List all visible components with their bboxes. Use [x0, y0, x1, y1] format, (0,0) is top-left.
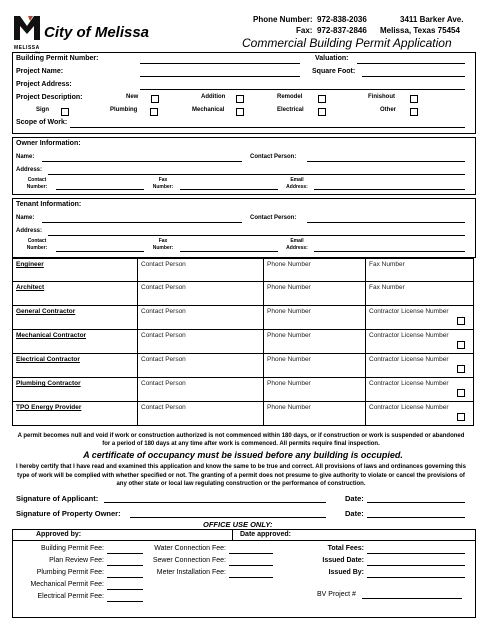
owner-email-label-l2: Address:	[286, 184, 308, 190]
date-approved-label: Date approved:	[240, 531, 291, 538]
contractor-row	[12, 330, 474, 354]
contractor-role-label: Mechanical Contractor	[16, 332, 87, 339]
issuance-label: Issued By:	[328, 569, 364, 576]
type-new-label: New	[126, 94, 139, 100]
applicant-date-label: Date:	[345, 494, 364, 503]
contractor-field-label: Contact Person	[141, 332, 186, 339]
connection-fee-field[interactable]	[229, 553, 273, 554]
owner-contact-number-label	[20, 177, 54, 191]
connection-fee-label: Meter Installation Fee:	[156, 569, 226, 576]
owner-section	[12, 137, 476, 195]
owner-fax-number-label-l1: Fax	[158, 177, 168, 183]
office-use-title: OFFICE USE ONLY:	[203, 520, 273, 529]
scope-of-work-label: Scope of Work:	[16, 119, 68, 126]
contractor-field-cell[interactable]	[138, 258, 264, 282]
permit-fee-field[interactable]	[107, 577, 143, 578]
contractor-field-cell[interactable]	[264, 330, 366, 354]
license-checkbox[interactable]	[457, 365, 465, 373]
owner-date-field[interactable]	[367, 517, 465, 518]
owner-name-label: Name:	[16, 154, 35, 160]
tenant-section	[12, 198, 476, 258]
contractor-field-cell[interactable]	[366, 258, 474, 282]
contractor-field-cell[interactable]	[366, 402, 474, 426]
office-header-split	[232, 529, 233, 540]
contractor-field-label: Phone Number	[267, 380, 311, 387]
contractor-field-label: Contractor License Number	[369, 404, 449, 411]
type-electrical-label: Electrical	[277, 107, 304, 113]
connection-fee-label: Sewer Connection Fee:	[152, 557, 226, 564]
contractor-row	[12, 306, 474, 330]
tenant-contact-number-field[interactable]	[56, 251, 144, 252]
certification-text: I hereby certify that I have read and examined this application and know the same to be true and correct. All provisions of laws and ordinances governing this type of work will be complied with whether specified or not. The granting of a permit does not presume to give authority to violate or cancel the provisions of any other state or local law regulating construction or the performance of construction.	[16, 464, 466, 487]
contractor-field-label: Contractor License Number	[369, 356, 449, 363]
contractor-field-label: Contact Person	[141, 308, 186, 315]
contractor-field-label: Fax Number	[369, 284, 405, 291]
contractor-field-cell[interactable]	[264, 402, 366, 426]
contractor-field-label: Phone Number	[267, 284, 311, 291]
license-checkbox[interactable]	[457, 413, 465, 421]
owner-contact-number-label-l2: Number:	[26, 184, 48, 190]
license-checkbox[interactable]	[457, 317, 465, 325]
tenant-contact-person-field[interactable]	[307, 222, 465, 223]
type-new-checkbox[interactable]	[151, 95, 159, 103]
city-logo	[14, 14, 40, 55]
type-remodel-checkbox[interactable]	[318, 95, 326, 103]
applicant-signature-label: Signature of Applicant:	[16, 494, 99, 503]
type-addition-label: Addition	[201, 94, 226, 100]
type-mechanical-label: Mechanical	[192, 107, 225, 113]
owner-fax-number-label	[146, 177, 180, 191]
contractor-field-cell[interactable]	[366, 330, 474, 354]
contractor-row	[12, 378, 474, 402]
contractor-role-label: Engineer	[16, 261, 44, 268]
contractor-role-label: Plumbing Contractor	[16, 380, 81, 387]
contractor-field-label: Contact Person	[141, 380, 186, 387]
owner-address-label: Address:	[16, 167, 43, 173]
owner-name-field[interactable]	[42, 161, 242, 162]
tenant-contact-number-label-l2: Number:	[26, 245, 48, 251]
issuance-field[interactable]	[367, 553, 465, 554]
contractor-role-label: Architect	[16, 284, 45, 291]
square-foot-label: Square Foot:	[312, 68, 356, 75]
owner-contact-person-field[interactable]	[307, 161, 465, 162]
tenant-email-label	[280, 238, 314, 252]
contractor-field-cell[interactable]	[264, 306, 366, 330]
type-other-checkbox[interactable]	[410, 108, 418, 116]
permit-fee-field[interactable]	[107, 589, 143, 590]
contractor-field-cell[interactable]	[366, 306, 474, 330]
contractor-field-cell[interactable]	[264, 258, 366, 282]
logo-text: MELISSA	[14, 45, 40, 51]
null-void-notice: A permit becomes null and void if work or construction authorized is not commenced within 180 days, or if construction or work is suspended or abandoned for a period of 180 days at any time after work is commenced. All permits require final inspection.	[17, 433, 465, 447]
issuance-label: Total Fees:	[327, 545, 364, 552]
type-mechanical-checkbox[interactable]	[236, 108, 244, 116]
contractor-field-cell[interactable]	[366, 282, 474, 306]
project-name-field[interactable]	[140, 76, 300, 77]
contractor-field-label: Contractor License Number	[369, 332, 449, 339]
contractor-field-cell[interactable]	[264, 354, 366, 378]
tenant-address-label: Address:	[16, 228, 43, 234]
tenant-contact-number-label	[20, 238, 54, 252]
tenant-contact-number-label-l1: Contact	[27, 238, 47, 244]
owner-email-label	[280, 177, 314, 191]
issuance-field[interactable]	[367, 565, 465, 566]
contractor-role-label: General Contractor	[16, 308, 76, 315]
type-plumbing-checkbox[interactable]	[150, 108, 158, 116]
tenant-title: Tenant Information:	[16, 201, 82, 208]
contractor-field-cell[interactable]	[366, 354, 474, 378]
valuation-field[interactable]	[357, 63, 465, 64]
issuance-label: Issued Date:	[322, 557, 364, 564]
fax-value: 972-837-2846	[317, 26, 367, 35]
tenant-email-field[interactable]	[314, 251, 465, 252]
office-header-divider	[12, 540, 475, 541]
permit-fee-field[interactable]	[107, 553, 143, 554]
contractor-role-cell	[12, 378, 138, 402]
owner-signature-label: Signature of Property Owner:	[16, 509, 121, 518]
contractor-role-cell	[12, 282, 138, 306]
contractor-field-label: Phone Number	[267, 332, 311, 339]
approved-by-label: Approved by:	[36, 531, 82, 538]
permit-fee-label: Plumbing Permit Fee:	[36, 569, 104, 576]
tenant-fax-number-field[interactable]	[180, 251, 278, 252]
owner-fax-number-label-l2: Number:	[152, 184, 174, 190]
contractor-row	[12, 402, 474, 426]
permit-fee-label: Mechanical Permit Fee:	[30, 581, 104, 588]
contractor-field-label: Phone Number	[267, 261, 311, 268]
contractor-row	[12, 282, 474, 306]
logo-subtext: TX	[34, 50, 40, 55]
contractor-row	[12, 258, 474, 282]
contractor-field-cell[interactable]	[138, 330, 264, 354]
address-line-2: Melissa, Texas 75454	[380, 26, 460, 35]
type-electrical-checkbox[interactable]	[318, 108, 326, 116]
applicant-date-field[interactable]	[367, 502, 465, 503]
project-address-label: Project Address:	[16, 81, 72, 88]
form-title: Commercial Building Permit Application	[242, 36, 452, 50]
occupancy-notice: A certificate of occupancy must be issued before any building is occupied.	[83, 450, 403, 460]
contractor-field-cell[interactable]	[138, 282, 264, 306]
contractor-field-cell[interactable]	[138, 306, 264, 330]
owner-email-field[interactable]	[314, 189, 465, 190]
owner-contact-person-label: Contact Person:	[250, 154, 297, 160]
project-section	[12, 52, 476, 134]
type-sign-checkbox[interactable]	[61, 108, 69, 116]
license-checkbox[interactable]	[457, 341, 465, 349]
permit-number-field[interactable]	[140, 63, 300, 64]
contractor-role-label: Electrical Contractor	[16, 356, 80, 363]
contractor-field-label: Fax Number	[369, 261, 405, 268]
contractor-field-label: Contractor License Number	[369, 308, 449, 315]
tenant-email-label-l1: Email	[290, 238, 304, 244]
valuation-label: Valuation:	[315, 55, 349, 62]
tenant-contact-person-label: Contact Person:	[250, 215, 297, 221]
contractor-role-cell	[12, 306, 138, 330]
type-addition-checkbox[interactable]	[236, 95, 244, 103]
contractor-table	[12, 258, 474, 418]
contractor-field-label: Phone Number	[267, 308, 311, 315]
project-address-field[interactable]	[140, 89, 465, 90]
fax-label: Fax:	[296, 26, 313, 35]
type-plumbing-label: Plumbing	[110, 107, 138, 113]
owner-address-field[interactable]	[48, 174, 465, 175]
tenant-fax-number-label-l2: Number:	[152, 245, 174, 251]
owner-title: Owner Information:	[16, 140, 81, 147]
owner-date-label: Date:	[345, 509, 364, 518]
contractor-field-label: Contact Person	[141, 404, 186, 411]
permit-number-label: Building Permit Number:	[16, 55, 99, 62]
contractor-role-cell	[12, 330, 138, 354]
permit-fee-field[interactable]	[107, 565, 143, 566]
tenant-name-label: Name:	[16, 215, 35, 221]
connection-fee-label: Water Connection Fee:	[154, 545, 226, 552]
project-name-label: Project Name:	[16, 68, 64, 75]
contractor-field-label: Phone Number	[267, 356, 311, 363]
contractor-field-cell[interactable]	[138, 378, 264, 402]
contractor-field-cell[interactable]	[264, 378, 366, 402]
owner-fax-number-field[interactable]	[180, 189, 278, 190]
phone-label: Phone Number:	[253, 15, 313, 24]
permit-fee-label: Electrical Permit Fee:	[37, 593, 104, 600]
contractor-role-cell	[12, 258, 138, 282]
contractor-field-label: Contact Person	[141, 261, 186, 268]
type-other-label: Other	[380, 107, 397, 113]
tenant-address-field[interactable]	[48, 235, 465, 236]
tenant-fax-number-label	[146, 238, 180, 252]
scope-of-work-field[interactable]	[70, 127, 465, 128]
contractor-field-cell[interactable]	[138, 402, 264, 426]
contractor-role-cell	[12, 354, 138, 378]
owner-email-label-l1: Email	[290, 177, 304, 183]
city-logo-mark-icon	[14, 14, 40, 40]
owner-contact-number-label-l1: Contact	[27, 177, 47, 183]
bv-project-field[interactable]	[362, 598, 462, 599]
tenant-fax-number-label-l1: Fax	[158, 238, 168, 244]
tenant-email-label-l2: Address:	[286, 245, 308, 251]
contractor-role-cell	[12, 402, 138, 426]
type-remodel-label: Remodel	[277, 94, 303, 100]
project-description-label: Project Description:	[16, 94, 83, 101]
issuance-field[interactable]	[367, 577, 465, 578]
connection-fee-field[interactable]	[229, 577, 273, 578]
contractor-field-cell[interactable]	[138, 354, 264, 378]
connection-fee-field[interactable]	[229, 565, 273, 566]
contractor-field-cell[interactable]	[366, 378, 474, 402]
bv-project-label: BV Project #	[317, 591, 356, 598]
square-foot-field[interactable]	[362, 76, 465, 77]
contractor-field-label: Contact Person	[141, 284, 186, 291]
license-checkbox[interactable]	[457, 389, 465, 397]
owner-contact-number-field[interactable]	[56, 189, 144, 190]
contractor-field-label: Phone Number	[267, 404, 311, 411]
owner-signature-field[interactable]	[130, 517, 326, 518]
contractor-field-label: Contact Person	[141, 356, 186, 363]
contractor-field-label: Contractor License Number	[369, 380, 449, 387]
applicant-signature-field[interactable]	[104, 502, 326, 503]
contractor-field-cell[interactable]	[264, 282, 366, 306]
phone-value: 972-838-2036	[317, 15, 367, 24]
permit-fee-label: Plan Review Fee:	[49, 557, 104, 564]
type-sign-label: Sign	[36, 107, 49, 113]
permit-fee-field[interactable]	[107, 601, 143, 602]
permit-fee-label: Building Permit Fee:	[40, 545, 104, 552]
type-finishout-label: Finishout	[368, 94, 395, 100]
address-line-1: 3411 Barker Ave.	[400, 15, 464, 24]
type-finishout-checkbox[interactable]	[410, 95, 418, 103]
contractor-role-label: TPO Energy Provider	[16, 404, 82, 411]
city-name: City of Melissa	[44, 24, 150, 41]
contractor-row	[12, 354, 474, 378]
tenant-name-field[interactable]	[42, 222, 242, 223]
